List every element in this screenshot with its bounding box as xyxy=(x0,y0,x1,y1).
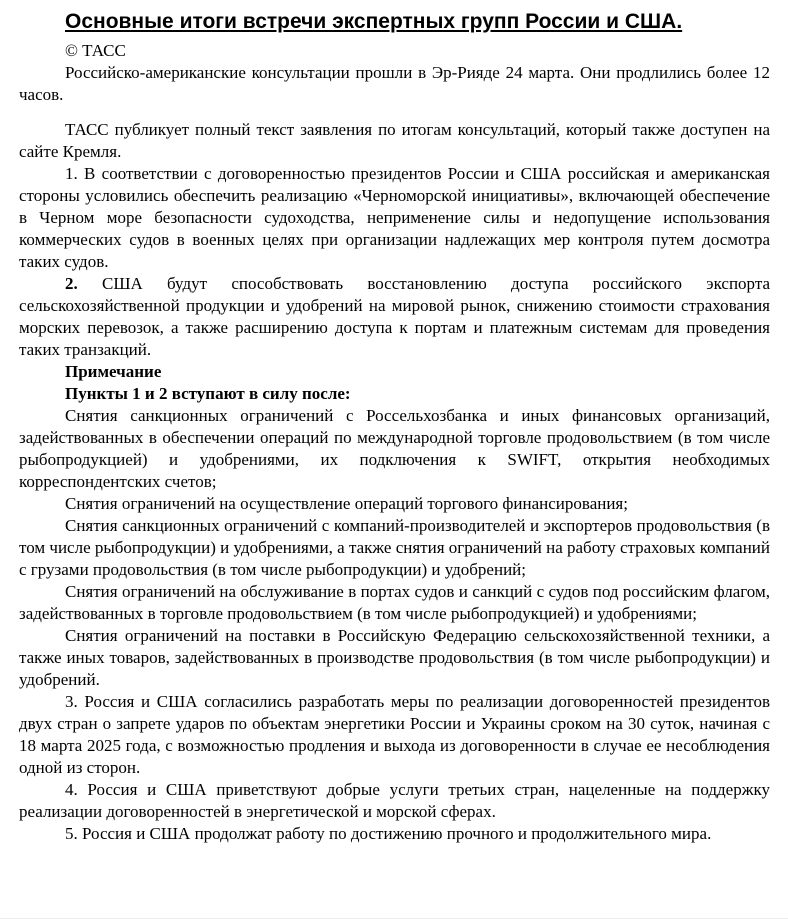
document-title: Основные итоги встречи экспертных групп России и США. xyxy=(65,10,683,33)
note-conditions-heading: Пункты 1 и 2 вступают в силу после: xyxy=(65,384,351,403)
point-3-paragraph: 3. Россия и США согласились разработать меры по реализации договоренностей президентов двух стран о запрете ударов по объектам энергетики России и Украины сроком на 30 суток, начиная с 18 марта 2025 года, с возможностью продления и выхода из договоренности в случае ее несоблюдения одной из сторон. xyxy=(19,692,770,777)
point-5-paragraph: 5. Россия и США продолжат работу по достижению прочного и продолжительного мира. xyxy=(65,824,712,843)
condition-paragraph-sanctions-bank: Снятия санкционных ограничений с Россельхозбанка и иных финансовых организаций, задействованных в обеспечении операций по международной торговле продовольствием (в том числе рыбопродукцией) и удобрениями, их подключения к SWIFT, открытия необходимых корреспондентских счетов; xyxy=(19,406,770,491)
condition-paragraph-producers-exporters: Снятия санкционных ограничений с компаний-производителей и экспортеров продовольствия (в том числе рыбопродукции) и удобрениями, а также снятия ограничений на работу страховых компаний с грузами продовольствия (в том числе рыбопродукции) и удобрений; xyxy=(19,516,770,579)
lead-paragraph: Российско-американские консультации прошли в Эр-Рияде 24 марта. Они продлились более 12 часов. xyxy=(19,63,770,104)
point-4-paragraph: 4. Россия и США приветствуют добрые услуги третьих стран, нацеленные на поддержку реализации договоренностей в энергетической и морской сферах. xyxy=(19,780,770,821)
condition-paragraph-trade-finance: Снятия ограничений на осуществление операций торгового финансирования; xyxy=(65,494,628,513)
paragraph-spacer xyxy=(19,106,770,119)
copyright-line: © ТАСС xyxy=(65,41,126,60)
point-2-number: 2. xyxy=(65,274,78,293)
point-2-text: США будут способствовать восстановлению доступа российского экспорта сельскохозяйственной продукции и удобрений на мировой рынок, снижению стоимости страхования морских перевозок, а также расширению доступа к портам и платежным системам для проведения таких транзакций. xyxy=(19,274,770,359)
note-heading: Примечание xyxy=(65,362,162,381)
condition-paragraph-equipment-supplies: Снятия ограничений на поставки в Российскую Федерацию сельскохозяйственной техники, а также иных товаров, задействованных в производстве продовольствия (в том числе рыбопродукции) и удобрений. xyxy=(19,626,770,689)
condition-paragraph-ports-ships: Снятия ограничений на обслуживание в портах судов и санкций с судов под российским флагом, задействованных в торговле продовольствием (в том числе рыбопродукцией) и удобрениями; xyxy=(19,582,770,623)
point-1-paragraph: 1. В соответствии с договоренностью президентов России и США российская и американская стороны условились обеспечить реализацию «Черноморской инициативы», включающей обеспечение в Черном море безопасности судоходства, неприменение силы и недопущение использования коммерческих судов в военных целях при организации надлежащих мер контроля путем досмотра таких судов. xyxy=(19,164,770,271)
tass-statement-paragraph: ТАСС публикует полный текст заявления по итогам консультаций, который также доступен на сайте Кремля. xyxy=(19,120,770,161)
point-2-paragraph xyxy=(19,273,770,361)
